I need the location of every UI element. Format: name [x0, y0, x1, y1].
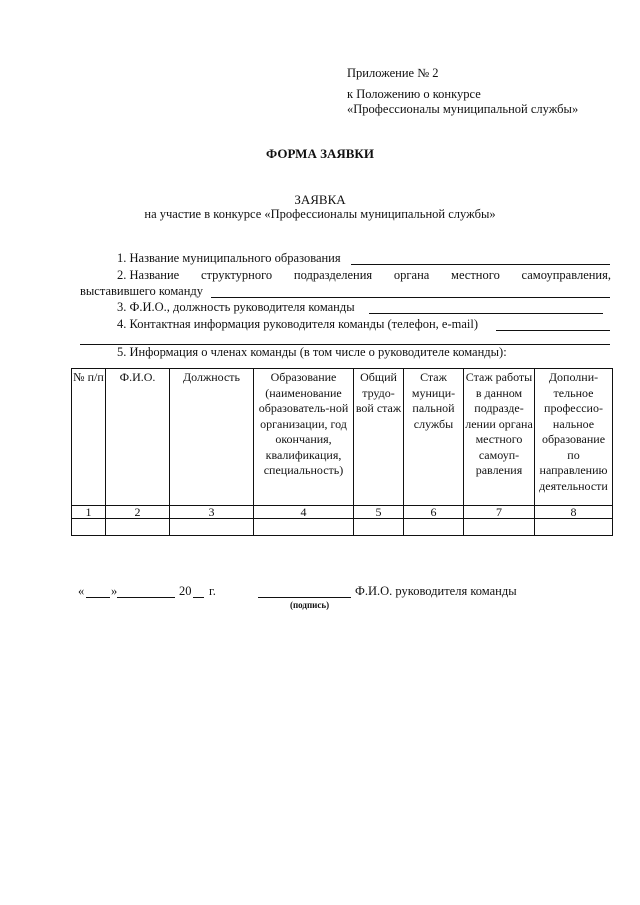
column-number: 2 [106, 506, 170, 519]
header-full-name: Ф.И.О. [106, 369, 170, 506]
date-month-field[interactable] [117, 597, 175, 598]
item-municipality-label: 1. Название муниципального образования [117, 251, 341, 265]
item-department-word: 2. Название [117, 268, 180, 282]
members-table [71, 368, 613, 536]
table-cell[interactable] [106, 519, 170, 536]
table-cell[interactable] [72, 519, 106, 536]
signature-caption: (подпись) [290, 600, 330, 610]
header-number: № п/п [72, 369, 106, 506]
appendix-contest-name: «Профессионалы муниципальной службы» [347, 102, 579, 116]
column-number: 6 [404, 506, 464, 519]
header-department-experience: Стаж работы в данном подразде-лении органа местного самоуп-равления [464, 369, 535, 506]
signature-field[interactable] [258, 597, 351, 598]
item-members-label: 5. Информация о членах команды (в том числе о руководителе команды): [117, 345, 507, 359]
application-subtitle: на участие в конкурсе «Профессионалы муниципальной службы» [144, 207, 496, 221]
item-department-word: структурного [200, 268, 273, 282]
item-department-word: местного [451, 268, 500, 282]
column-number: 8 [535, 506, 613, 519]
table-cell[interactable] [170, 519, 254, 536]
table-header-row [72, 369, 613, 506]
item-department-word: самоуправления, [521, 268, 611, 282]
item-department-label [117, 268, 611, 283]
column-number: 3 [170, 506, 254, 519]
date-year-prefix: 20 [179, 584, 192, 598]
header-municipal-experience: Стаж муници-пальной службы [404, 369, 464, 506]
date-open-quote: « [78, 584, 85, 598]
table-cell[interactable] [404, 519, 464, 536]
item-municipality-field[interactable] [351, 264, 610, 265]
date-close-quote: » [111, 584, 118, 598]
item-contact-label: 4. Контактная информация руководителя команды (телефон, e-mail) [117, 317, 479, 331]
table-cell[interactable] [535, 519, 613, 536]
appendix-block [347, 66, 578, 117]
header-position: Должность [170, 369, 254, 506]
table-cell[interactable] [354, 519, 404, 536]
header-total-experience: Общий трудо-вой стаж [354, 369, 404, 506]
table-cell[interactable] [464, 519, 535, 536]
table-column-numbers-row [72, 506, 613, 519]
application-title: ЗАЯВКА [294, 192, 346, 207]
column-number: 7 [464, 506, 535, 519]
item-department-word: подразделения [293, 268, 373, 282]
item-contact-field[interactable] [496, 330, 610, 331]
table-row [72, 519, 613, 536]
item-department-continuation: выставившего команду [80, 284, 203, 298]
date-day-field[interactable] [86, 597, 110, 598]
appendix-number: Приложение № 2 [347, 66, 439, 80]
table-cell[interactable] [254, 519, 354, 536]
column-number: 5 [354, 506, 404, 519]
item-leader-label: 3. Ф.И.О., должность руководителя команды [117, 300, 355, 314]
column-number: 4 [254, 506, 354, 519]
item-department-word: органа [393, 268, 430, 282]
date-year-field[interactable] [193, 597, 204, 598]
column-number: 1 [72, 506, 106, 519]
header-additional-education: Дополни-тельное профессио-нальное образование по направлению деятельности [535, 369, 613, 506]
item-department-field[interactable] [211, 297, 610, 298]
leader-name-label: Ф.И.О. руководителя команды [355, 584, 517, 598]
header-education: Образование (наименование образователь-ной организации, год окончания, квалификация, специальность) [254, 369, 354, 506]
form-title: ФОРМА ЗАЯВКИ [266, 146, 374, 161]
item-leader-field[interactable] [369, 313, 603, 314]
appendix-reference: к Положению о конкурсе [347, 87, 481, 101]
date-year-suffix: г. [209, 584, 216, 598]
